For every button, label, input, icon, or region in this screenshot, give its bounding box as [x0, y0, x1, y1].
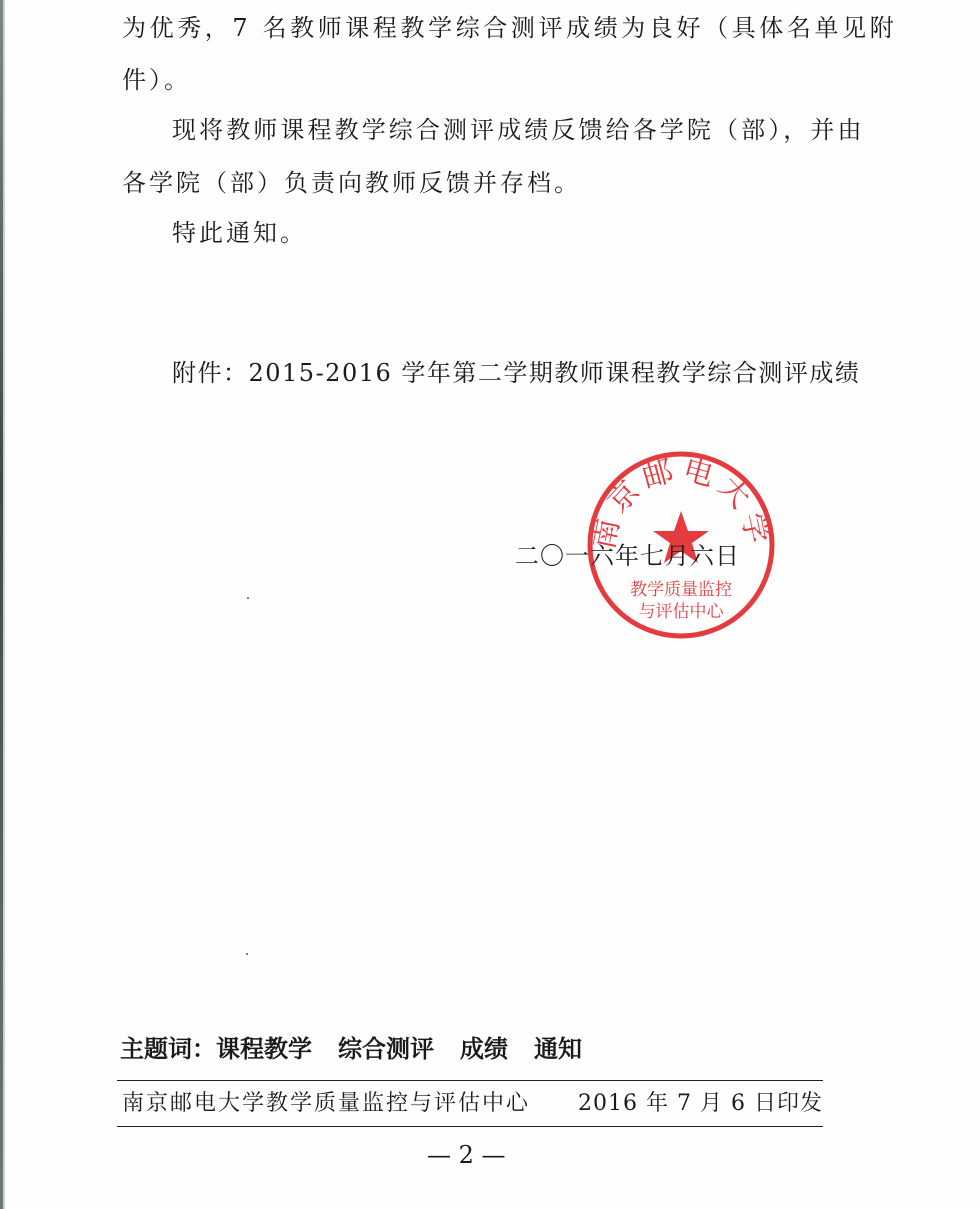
page-number: — 2 —	[427, 1141, 506, 1169]
scan-speck	[246, 953, 248, 955]
issuer-name: 南京邮电大学教学质量监控与评估中心	[122, 1091, 531, 1116]
keyword: 课程教学	[216, 1035, 312, 1063]
footer-rule-bottom	[117, 1126, 823, 1127]
body-text-line: 件）。	[122, 66, 191, 94]
attachment-line: 附件：2015-2016 学年第二学期教师课程教学综合测评成绩	[172, 359, 861, 387]
footer-rule-top	[117, 1080, 823, 1081]
keyword: 通知	[534, 1035, 582, 1063]
seal-inner-text-2: 与评估中心	[638, 602, 724, 622]
issue-date: 2016 年 7 月 6 日印发	[578, 1091, 823, 1116]
keywords-label: 主题词：	[120, 1035, 216, 1063]
body-text-line: 各学院（部）负责向教师反馈并存档。	[122, 169, 581, 197]
keywords-line	[120, 1037, 608, 1061]
scan-left-edge-shadow	[3, 0, 5, 1209]
body-text-line: 现将教师课程教学综合测评成绩反馈给各学院（部），并由	[172, 116, 865, 144]
closing-line: 特此通知。	[172, 219, 307, 247]
seal-inner-text-1: 教学质量监控	[630, 580, 732, 600]
keyword: 成绩	[460, 1035, 508, 1063]
keyword: 综合测评	[338, 1035, 434, 1063]
body-text-line: 为优秀，7 名教师课程教学综合测评成绩为良好（具体名单见附	[122, 14, 898, 42]
scan-speck	[247, 597, 249, 599]
signature-date: 二〇一六年七月六日	[515, 542, 740, 570]
seal-outer-text: 南京邮电大学	[586, 451, 776, 553]
